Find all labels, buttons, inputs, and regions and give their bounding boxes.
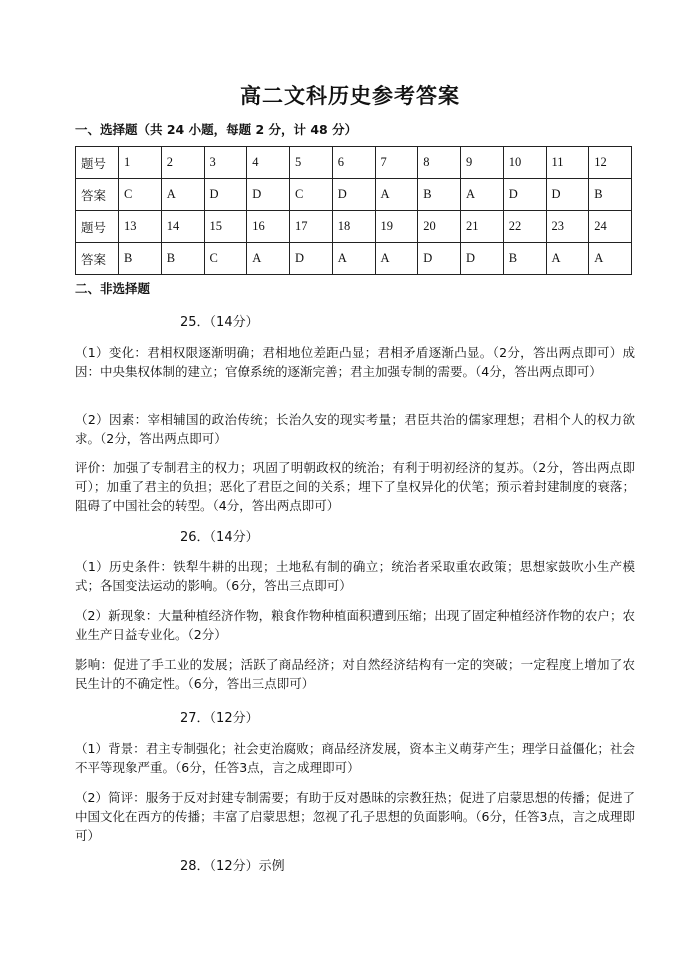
question-number-cell: 6 <box>332 147 375 179</box>
question-number-cell: 18 <box>332 211 375 243</box>
answer-cell: C <box>119 179 162 211</box>
answer-cell: D <box>247 179 290 211</box>
question-number-cell: 20 <box>418 211 461 243</box>
question-number-cell: 16 <box>247 211 290 243</box>
question-number-cell: 8 <box>418 147 461 179</box>
answer-cell: B <box>589 179 632 211</box>
row-label-answer: 答案 <box>76 243 119 275</box>
question-number-cell: 3 <box>204 147 247 179</box>
answer-cell: A <box>461 179 504 211</box>
row-label-answer: 答案 <box>76 179 119 211</box>
answer-cell: A <box>375 179 418 211</box>
question-26-part-2: （2）新现象：大量种植经济作物，粮食作物种植面积遭到压缩；出现了固定种植经济作物的农户；农业生产日益专业化。（2分） <box>75 608 635 642</box>
table-row-answers-1 <box>76 179 632 211</box>
row-label-question: 题号 <box>76 147 119 179</box>
question-number-cell: 13 <box>119 211 162 243</box>
question-28-heading: 28．（12分）示例 <box>180 859 285 874</box>
question-25-heading: 25．（14分） <box>180 315 259 330</box>
question-number-cell: 9 <box>461 147 504 179</box>
answer-cell: B <box>161 243 204 275</box>
question-number-cell: 7 <box>375 147 418 179</box>
row-label-question: 题号 <box>76 211 119 243</box>
question-number-cell: 11 <box>546 147 589 179</box>
question-26-heading: 26．（14分） <box>180 530 259 545</box>
question-number-cell: 24 <box>589 211 632 243</box>
answer-cell: D <box>290 243 333 275</box>
question-number-cell: 23 <box>546 211 589 243</box>
question-number-cell: 15 <box>204 211 247 243</box>
section-2-heading: 二、非选择题 <box>75 281 151 296</box>
question-26-part-1: （1）历史条件：铁犁牛耕的出现；土地私有制的确立；统治者采取重农政策；思想家鼓吹小生产模式；各国变法运动的影响。（6分，答出三点即可） <box>75 559 635 593</box>
answer-cell: D <box>418 243 461 275</box>
answer-cell: A <box>247 243 290 275</box>
question-number-cell: 19 <box>375 211 418 243</box>
table-row-numbers-1 <box>76 147 632 179</box>
answer-table <box>75 146 632 275</box>
answer-cell: D <box>546 179 589 211</box>
question-number-cell: 5 <box>290 147 333 179</box>
question-number-cell: 2 <box>161 147 204 179</box>
page-title: 高二文科历史参考答案 <box>240 84 460 108</box>
answer-cell: A <box>161 179 204 211</box>
answer-cell: A <box>332 243 375 275</box>
question-25-part-1: （1）变化：君相权限逐渐明确；君相地位差距凸显；君相矛盾逐渐凸显。（2分，答出两点即可）成因：中央集权体制的建立；官僚系统的逐渐完善；君主加强专制的需要。（4分，答出两点即可） <box>75 345 635 379</box>
question-number-cell: 22 <box>503 211 546 243</box>
answer-cell: B <box>503 243 546 275</box>
question-number-cell: 21 <box>461 211 504 243</box>
answer-cell: A <box>546 243 589 275</box>
answer-cell: B <box>119 243 162 275</box>
question-number-cell: 4 <box>247 147 290 179</box>
answer-cell: C <box>204 243 247 275</box>
question-number-cell: 10 <box>503 147 546 179</box>
answer-cell: A <box>589 243 632 275</box>
question-number-cell: 14 <box>161 211 204 243</box>
question-26-impact: 影响：促进了手工业的发展；活跃了商品经济；对自然经济结构有一定的突破；一定程度上增加了农民生计的不确定性。（6分，答出三点即可） <box>75 657 635 691</box>
question-25-evaluation: 评价：加强了专制君主的权力；巩固了明朝政权的统治；有利于明初经济的复苏。（2分，答出两点即可）；加重了君主的负担；恶化了君臣之间的关系；埋下了皇权异化的伏笔；预示着封建制度的衰落；阻碍了中国社会的转型。（4分，答出两点即可） <box>75 460 635 513</box>
answer-cell: D <box>204 179 247 211</box>
question-number-cell: 1 <box>119 147 162 179</box>
question-number-cell: 12 <box>589 147 632 179</box>
question-25-part-2: （2）因素：宰相辅国的政治传统；长治久安的现实考量；君臣共治的儒家理想；君相个人的权力欲求。（2分，答出两点即可） <box>75 412 635 446</box>
table-row-numbers-2 <box>76 211 632 243</box>
question-27-part-2: （2）简评：服务于反对封建专制需要；有助于反对愚昧的宗教狂热；促进了启蒙思想的传播；促进了中国文化在西方的传播；丰富了启蒙思想；忽视了孔子思想的负面影响。（6分，任答3点，言之成理即可） <box>75 790 635 843</box>
answer-cell: D <box>503 179 546 211</box>
answer-cell: D <box>332 179 375 211</box>
answer-cell: A <box>375 243 418 275</box>
question-27-part-1: （1）背景：君主专制强化；社会吏治腐败；商品经济发展，资本主义萌芽产生；理学日益僵化；社会不平等现象严重。（6分，任答3点，言之成理即可） <box>75 741 635 775</box>
question-27-heading: 27．（12分） <box>180 711 259 726</box>
answer-cell: C <box>290 179 333 211</box>
question-number-cell: 17 <box>290 211 333 243</box>
section-1-heading: 一、选择题（共 24 小题，每题 2 分，计 48 分） <box>75 122 358 137</box>
answer-cell: B <box>418 179 461 211</box>
answer-cell: D <box>461 243 504 275</box>
table-row-answers-2 <box>76 243 632 275</box>
